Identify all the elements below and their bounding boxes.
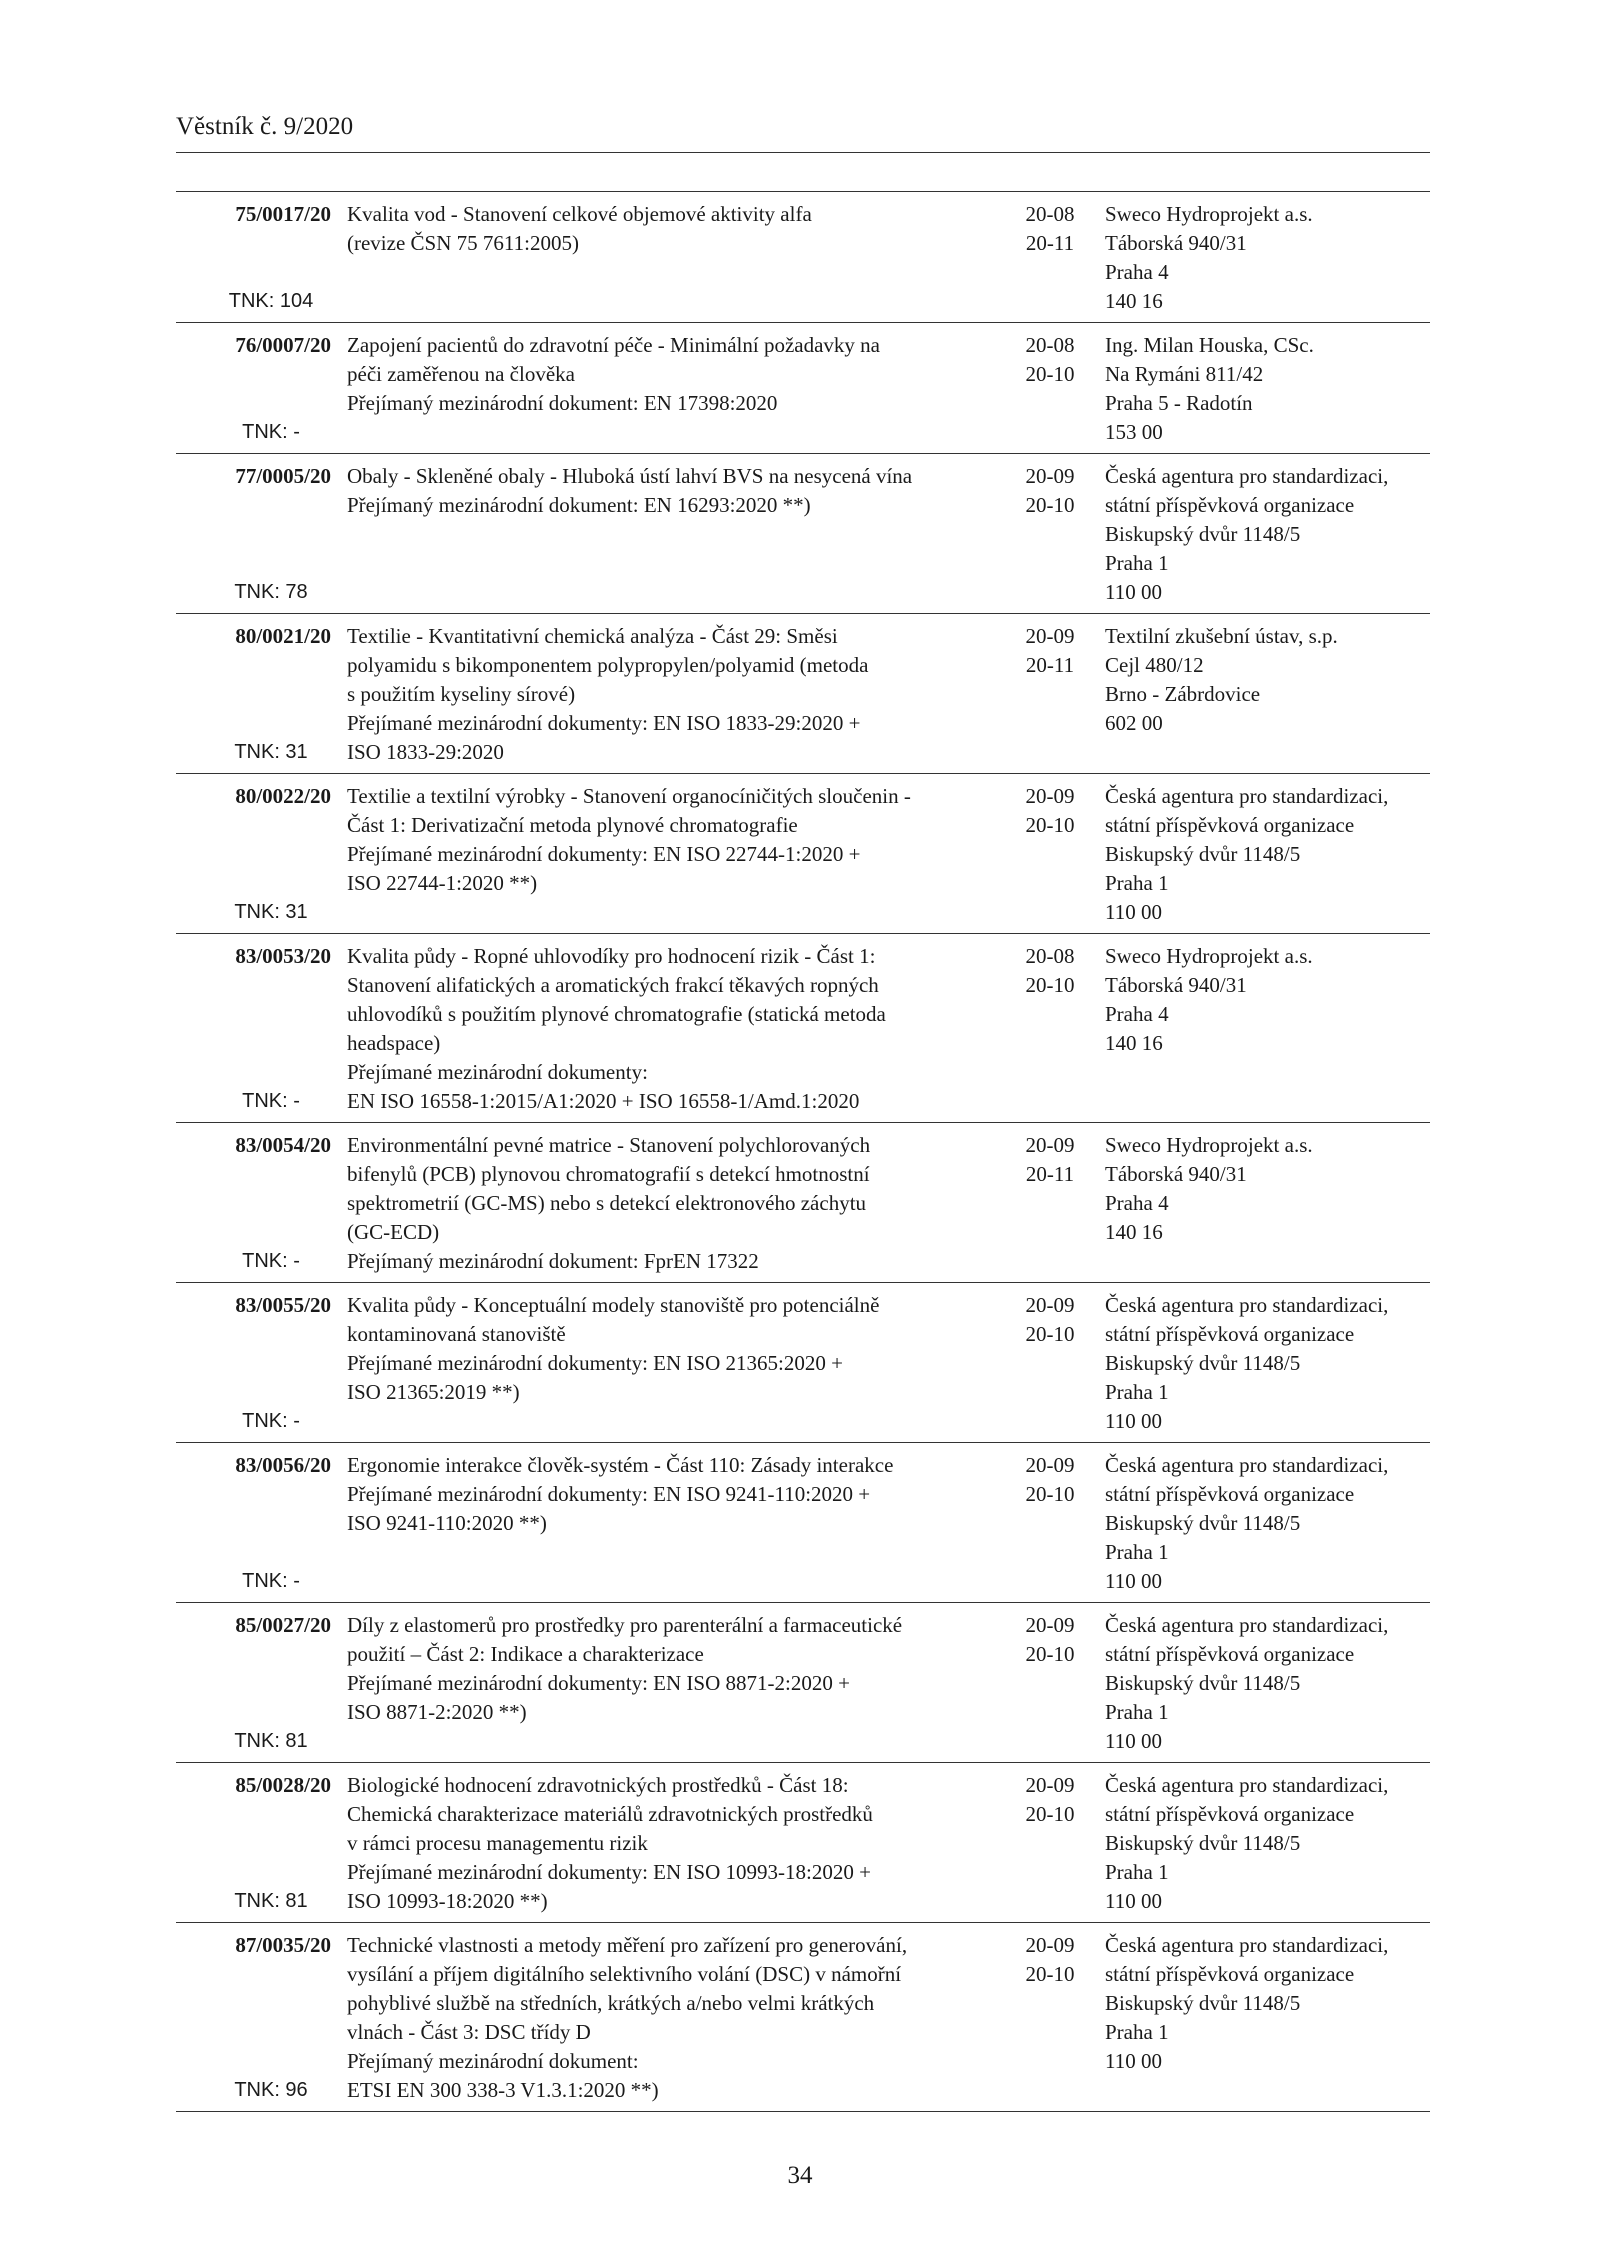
- tnk-label: TNK: 104: [228, 290, 314, 312]
- title-line: Obaly - Skleněné obaly - Hluboká ústí lahví BVS na nesycená vína: [347, 464, 913, 488]
- end-date: 20-10: [1025, 493, 1075, 517]
- title-line: ETSI EN 300 338-3 V1.3.1:2020 **): [347, 2078, 659, 2102]
- dates-cell: [1003, 331, 1097, 447]
- tnk-label: TNK: 81: [234, 1890, 308, 1912]
- table-row: [176, 1763, 1430, 1923]
- tnk-label: TNK: -: [242, 421, 300, 443]
- title-line: Přejímaný mezinárodní dokument: EN 16293:2020 **): [347, 493, 811, 517]
- processor-address-cell: [1097, 782, 1430, 927]
- dates-cell: [1003, 942, 1097, 1116]
- title-line: vlnách - Část 3: DSC třídy D: [347, 2020, 591, 2044]
- title-cell: [335, 782, 1003, 927]
- address-line: 110 00: [1105, 1729, 1162, 1753]
- title-cell: [335, 200, 1003, 316]
- title-line: Přejímané mezinárodní dokumenty: EN ISO 10993-18:2020 +: [347, 1860, 871, 1884]
- address-line: 110 00: [1105, 2049, 1162, 2073]
- start-date: 20-09: [1025, 1133, 1075, 1157]
- title-cell: [335, 1771, 1003, 1916]
- address-line: Biskupský dvůr 1148/5: [1105, 1351, 1301, 1375]
- processor-address-cell: [1097, 1451, 1430, 1596]
- header-divider: [176, 152, 1430, 153]
- tnk-label: TNK: 96: [234, 2079, 308, 2101]
- dates-cell: [1003, 200, 1097, 316]
- title-line: ISO 22744-1:2020 **): [347, 871, 538, 895]
- title-line: ISO 9241-110:2020 **): [347, 1511, 547, 1535]
- address-line: Sweco Hydroprojekt a.s.: [1105, 202, 1313, 226]
- address-line: Česká agentura pro standardizaci,: [1105, 1453, 1389, 1477]
- address-line: 140 16: [1105, 1220, 1163, 1244]
- standards-table: [176, 191, 1430, 2112]
- code-cell: [176, 331, 335, 447]
- title-line: Kvalita vod - Stanovení celkové objemové aktivity alfa: [347, 202, 812, 226]
- project-code: 76/0007/20: [235, 333, 331, 357]
- project-code: 80/0021/20: [235, 624, 331, 648]
- start-date: 20-09: [1025, 1453, 1075, 1477]
- title-line: Technické vlastnosti a metody měření pro zařízení pro generování,: [347, 1933, 908, 1957]
- dates-cell: [1003, 1131, 1097, 1276]
- page-number: 34: [787, 2162, 813, 2189]
- address-line: státní příspěvková organizace: [1105, 1322, 1355, 1346]
- start-date: 20-09: [1025, 1933, 1075, 1957]
- end-date: 20-10: [1025, 1802, 1075, 1826]
- address-line: státní příspěvková organizace: [1105, 1962, 1355, 1986]
- tnk-label: TNK: -: [242, 1090, 300, 1112]
- address-line: 110 00: [1105, 580, 1162, 604]
- title-line: (revize ČSN 75 7611:2005): [347, 231, 579, 255]
- end-date: 20-10: [1025, 1322, 1075, 1346]
- address-line: Česká agentura pro standardizaci,: [1105, 464, 1389, 488]
- code-cell: [176, 200, 335, 316]
- title-cell: [335, 1931, 1003, 2105]
- title-line: Textilie a textilní výrobky - Stanovení organocíničitých sloučenin -: [347, 784, 911, 808]
- title-line: Díly z elastomerů pro prostředky pro parenterální a farmaceutické: [347, 1613, 903, 1637]
- table-row: [176, 192, 1430, 323]
- address-line: Sweco Hydroprojekt a.s.: [1105, 1133, 1313, 1157]
- table-row: [176, 323, 1430, 454]
- title-line: Přejímaný mezinárodní dokument: EN 17398:2020: [347, 391, 778, 415]
- page-header: [176, 112, 1430, 153]
- title-line: Přejímaný mezinárodní dokument: FprEN 17322: [347, 1249, 759, 1273]
- tnk-label: TNK: -: [242, 1250, 300, 1272]
- table-row: [176, 1443, 1430, 1603]
- code-cell: [176, 1931, 335, 2105]
- code-cell: [176, 1291, 335, 1436]
- address-line: Textilní zkušební ústav, s.p.: [1105, 624, 1338, 648]
- title-line: v rámci procesu managementu rizik: [347, 1831, 648, 1855]
- title-line: spektrometrií (GC-MS) nebo s detekcí elektronového záchytu: [347, 1191, 867, 1215]
- address-line: Na Rymáni 811/42: [1105, 362, 1264, 386]
- title-line: Část 1: Derivatizační metoda plynové chromatografie: [347, 813, 798, 837]
- title-line: Zapojení pacientů do zdravotní péče - Minimální požadavky na: [347, 333, 880, 357]
- title-line: vysílání a příjem digitálního selektivního volání (DSC) v námořní: [347, 1962, 902, 1986]
- table-row: [176, 934, 1430, 1123]
- tnk-label: TNK: -: [242, 1410, 300, 1432]
- code-cell: [176, 782, 335, 927]
- title-line: bifenylů (PCB) plynovou chromatografií s detekcí hmotnostní: [347, 1162, 870, 1186]
- start-date: 20-08: [1025, 202, 1075, 226]
- dates-cell: [1003, 1611, 1097, 1756]
- title-line: Environmentální pevné matrice - Stanovení polychlorovaných: [347, 1133, 871, 1157]
- title-line: ISO 1833-29:2020: [347, 740, 504, 764]
- project-code: 80/0022/20: [235, 784, 331, 808]
- end-date: 20-10: [1025, 813, 1075, 837]
- project-code: 85/0027/20: [235, 1613, 331, 1637]
- end-date: 20-10: [1025, 973, 1075, 997]
- address-line: 140 16: [1105, 289, 1163, 313]
- address-line: 110 00: [1105, 900, 1162, 924]
- bulletin-title: Věstník č. 9/2020: [176, 113, 354, 140]
- address-line: Praha 1: [1105, 551, 1169, 575]
- title-line: uhlovodíků s použitím plynové chromatografie (statická metoda: [347, 1002, 886, 1026]
- processor-address-cell: [1097, 1931, 1430, 2105]
- project-code: 87/0035/20: [235, 1933, 331, 1957]
- title-cell: [335, 1131, 1003, 1276]
- dates-cell: [1003, 622, 1097, 767]
- address-line: 110 00: [1105, 1889, 1162, 1913]
- project-code: 75/0017/20: [235, 202, 331, 226]
- project-code: 83/0054/20: [235, 1133, 331, 1157]
- title-line: s použitím kyseliny sírové): [347, 682, 576, 706]
- address-line: státní příspěvková organizace: [1105, 813, 1355, 837]
- title-line: Biologické hodnocení zdravotnických prostředků - Část 18:: [347, 1773, 849, 1797]
- title-line: EN ISO 16558-1:2015/A1:2020 + ISO 16558-1/Amd.1:2020: [347, 1089, 860, 1113]
- tnk-label: TNK: 81: [234, 1730, 308, 1752]
- end-date: 20-10: [1025, 1642, 1075, 1666]
- code-cell: [176, 1131, 335, 1276]
- tnk-label: TNK: 31: [234, 741, 308, 763]
- title-line: ISO 21365:2019 **): [347, 1380, 520, 1404]
- dates-cell: [1003, 1931, 1097, 2105]
- dates-cell: [1003, 462, 1097, 607]
- address-line: Cejl 480/12: [1105, 653, 1204, 677]
- address-line: Praha 1: [1105, 1540, 1169, 1564]
- title-line: použití – Část 2: Indikace a charakterizace: [347, 1642, 704, 1666]
- table-row: [176, 1283, 1430, 1443]
- address-line: státní příspěvková organizace: [1105, 1642, 1355, 1666]
- address-line: státní příspěvková organizace: [1105, 1802, 1355, 1826]
- address-line: Česká agentura pro standardizaci,: [1105, 1293, 1389, 1317]
- address-line: Praha 1: [1105, 1860, 1169, 1884]
- address-line: 153 00: [1105, 420, 1163, 444]
- address-line: Biskupský dvůr 1148/5: [1105, 1831, 1301, 1855]
- title-line: Přejímané mezinárodní dokumenty: EN ISO 8871-2:2020 +: [347, 1671, 850, 1695]
- table-row: [176, 1603, 1430, 1763]
- processor-address-cell: [1097, 331, 1430, 447]
- tnk-label: TNK: 31: [234, 901, 308, 923]
- table-row: [176, 1123, 1430, 1283]
- address-line: 602 00: [1105, 711, 1163, 735]
- code-cell: [176, 462, 335, 607]
- address-line: Biskupský dvůr 1148/5: [1105, 1991, 1301, 2015]
- code-cell: [176, 1611, 335, 1756]
- address-line: 110 00: [1105, 1569, 1162, 1593]
- start-date: 20-09: [1025, 464, 1075, 488]
- code-cell: [176, 622, 335, 767]
- tnk-label: TNK: 78: [234, 581, 308, 603]
- processor-address-cell: [1097, 1291, 1430, 1436]
- address-line: 110 00: [1105, 1409, 1162, 1433]
- address-line: Praha 5 - Radotín: [1105, 391, 1253, 415]
- address-line: Praha 1: [1105, 2020, 1169, 2044]
- address-line: Praha 4: [1105, 1191, 1169, 1215]
- start-date: 20-09: [1025, 784, 1075, 808]
- project-code: 83/0055/20: [235, 1293, 331, 1317]
- title-line: ISO 8871-2:2020 **): [347, 1700, 527, 1724]
- address-line: Táborská 940/31: [1105, 973, 1247, 997]
- title-line: kontaminovaná stanoviště: [347, 1322, 566, 1346]
- project-code: 83/0056/20: [235, 1453, 331, 1477]
- title-cell: [335, 622, 1003, 767]
- address-line: Praha 1: [1105, 1380, 1169, 1404]
- dates-cell: [1003, 1451, 1097, 1596]
- title-line: Přejímané mezinárodní dokumenty:: [347, 1060, 648, 1084]
- title-line: ISO 10993-18:2020 **): [347, 1889, 548, 1913]
- end-date: 20-11: [1025, 653, 1075, 677]
- title-line: Kvalita půdy - Konceptuální modely stanoviště pro potenciálně: [347, 1293, 880, 1317]
- address-line: Sweco Hydroprojekt a.s.: [1105, 944, 1313, 968]
- processor-address-cell: [1097, 1131, 1430, 1276]
- code-cell: [176, 1451, 335, 1596]
- title-line: péči zaměřenou na člověka: [347, 362, 575, 386]
- address-line: Táborská 940/31: [1105, 1162, 1247, 1186]
- address-line: Brno - Zábrdovice: [1105, 682, 1261, 706]
- address-line: Česká agentura pro standardizaci,: [1105, 1933, 1389, 1957]
- address-line: státní příspěvková organizace: [1105, 1482, 1355, 1506]
- address-line: Praha 4: [1105, 1002, 1169, 1026]
- title-line: Přejímaný mezinárodní dokument:: [347, 2049, 639, 2073]
- code-cell: [176, 942, 335, 1116]
- processor-address-cell: [1097, 622, 1430, 767]
- address-line: Ing. Milan Houska, CSc.: [1105, 333, 1314, 357]
- title-line: Přejímané mezinárodní dokumenty: EN ISO 1833-29:2020 +: [347, 711, 861, 735]
- title-line: Přejímané mezinárodní dokumenty: EN ISO 21365:2020 +: [347, 1351, 843, 1375]
- title-cell: [335, 942, 1003, 1116]
- title-line: Kvalita půdy - Ropné uhlovodíky pro hodnocení rizik - Část 1:: [347, 944, 876, 968]
- start-date: 20-09: [1025, 1293, 1075, 1317]
- title-cell: [335, 462, 1003, 607]
- table-row: [176, 1923, 1430, 2112]
- address-line: státní příspěvková organizace: [1105, 493, 1355, 517]
- tnk-label: TNK: -: [242, 1570, 300, 1592]
- title-line: headspace): [347, 1031, 441, 1055]
- address-line: Biskupský dvůr 1148/5: [1105, 522, 1301, 546]
- address-line: Biskupský dvůr 1148/5: [1105, 842, 1301, 866]
- start-date: 20-08: [1025, 944, 1075, 968]
- end-date: 20-10: [1025, 362, 1075, 386]
- end-date: 20-10: [1025, 1962, 1075, 1986]
- project-code: 83/0053/20: [235, 944, 331, 968]
- title-line: Stanovení alifatických a aromatických frakcí těkavých ropných: [347, 973, 879, 997]
- title-line: Chemická charakterizace materiálů zdravotnických prostředků: [347, 1802, 873, 1826]
- address-line: Česká agentura pro standardizaci,: [1105, 784, 1389, 808]
- title-cell: [335, 331, 1003, 447]
- processor-address-cell: [1097, 1611, 1430, 1756]
- title-line: Ergonomie interakce člověk-systém - Část 110: Zásady interakce: [347, 1453, 894, 1477]
- start-date: 20-09: [1025, 1613, 1075, 1637]
- code-cell: [176, 1771, 335, 1916]
- start-date: 20-09: [1025, 1773, 1075, 1797]
- address-line: Praha 1: [1105, 871, 1169, 895]
- address-line: Biskupský dvůr 1148/5: [1105, 1511, 1301, 1535]
- processor-address-cell: [1097, 462, 1430, 607]
- address-line: Praha 1: [1105, 1700, 1169, 1724]
- start-date: 20-09: [1025, 624, 1075, 648]
- processor-address-cell: [1097, 942, 1430, 1116]
- project-code: 85/0028/20: [235, 1773, 331, 1797]
- table-row: [176, 774, 1430, 934]
- title-line: Přejímané mezinárodní dokumenty: EN ISO 22744-1:2020 +: [347, 842, 861, 866]
- title-line: (GC-ECD): [347, 1220, 440, 1244]
- end-date: 20-11: [1025, 231, 1075, 255]
- end-date: 20-10: [1025, 1482, 1075, 1506]
- table-row: [176, 454, 1430, 614]
- title-line: pohyblivé službě na středních, krátkých a/nebo velmi krátkých: [347, 1991, 875, 2015]
- title-cell: [335, 1291, 1003, 1436]
- title-line: polyamidu s bikomponentem polypropylen/polyamid (metoda: [347, 653, 869, 677]
- processor-address-cell: [1097, 200, 1430, 316]
- address-line: 140 16: [1105, 1031, 1163, 1055]
- address-line: Česká agentura pro standardizaci,: [1105, 1613, 1389, 1637]
- processor-address-cell: [1097, 1771, 1430, 1916]
- table-row: [176, 614, 1430, 774]
- dates-cell: [1003, 1291, 1097, 1436]
- title-line: Textilie - Kvantitativní chemická analýza - Část 29: Směsi: [347, 624, 838, 648]
- title-cell: [335, 1611, 1003, 1756]
- title-cell: [335, 1451, 1003, 1596]
- start-date: 20-08: [1025, 333, 1075, 357]
- dates-cell: [1003, 1771, 1097, 1916]
- dates-cell: [1003, 782, 1097, 927]
- end-date: 20-11: [1025, 1162, 1075, 1186]
- address-line: Biskupský dvůr 1148/5: [1105, 1671, 1301, 1695]
- address-line: Táborská 940/31: [1105, 231, 1247, 255]
- address-line: Česká agentura pro standardizaci,: [1105, 1773, 1389, 1797]
- project-code: 77/0005/20: [235, 464, 331, 488]
- title-line: Přejímané mezinárodní dokumenty: EN ISO 9241-110:2020 +: [347, 1482, 871, 1506]
- address-line: Praha 4: [1105, 260, 1169, 284]
